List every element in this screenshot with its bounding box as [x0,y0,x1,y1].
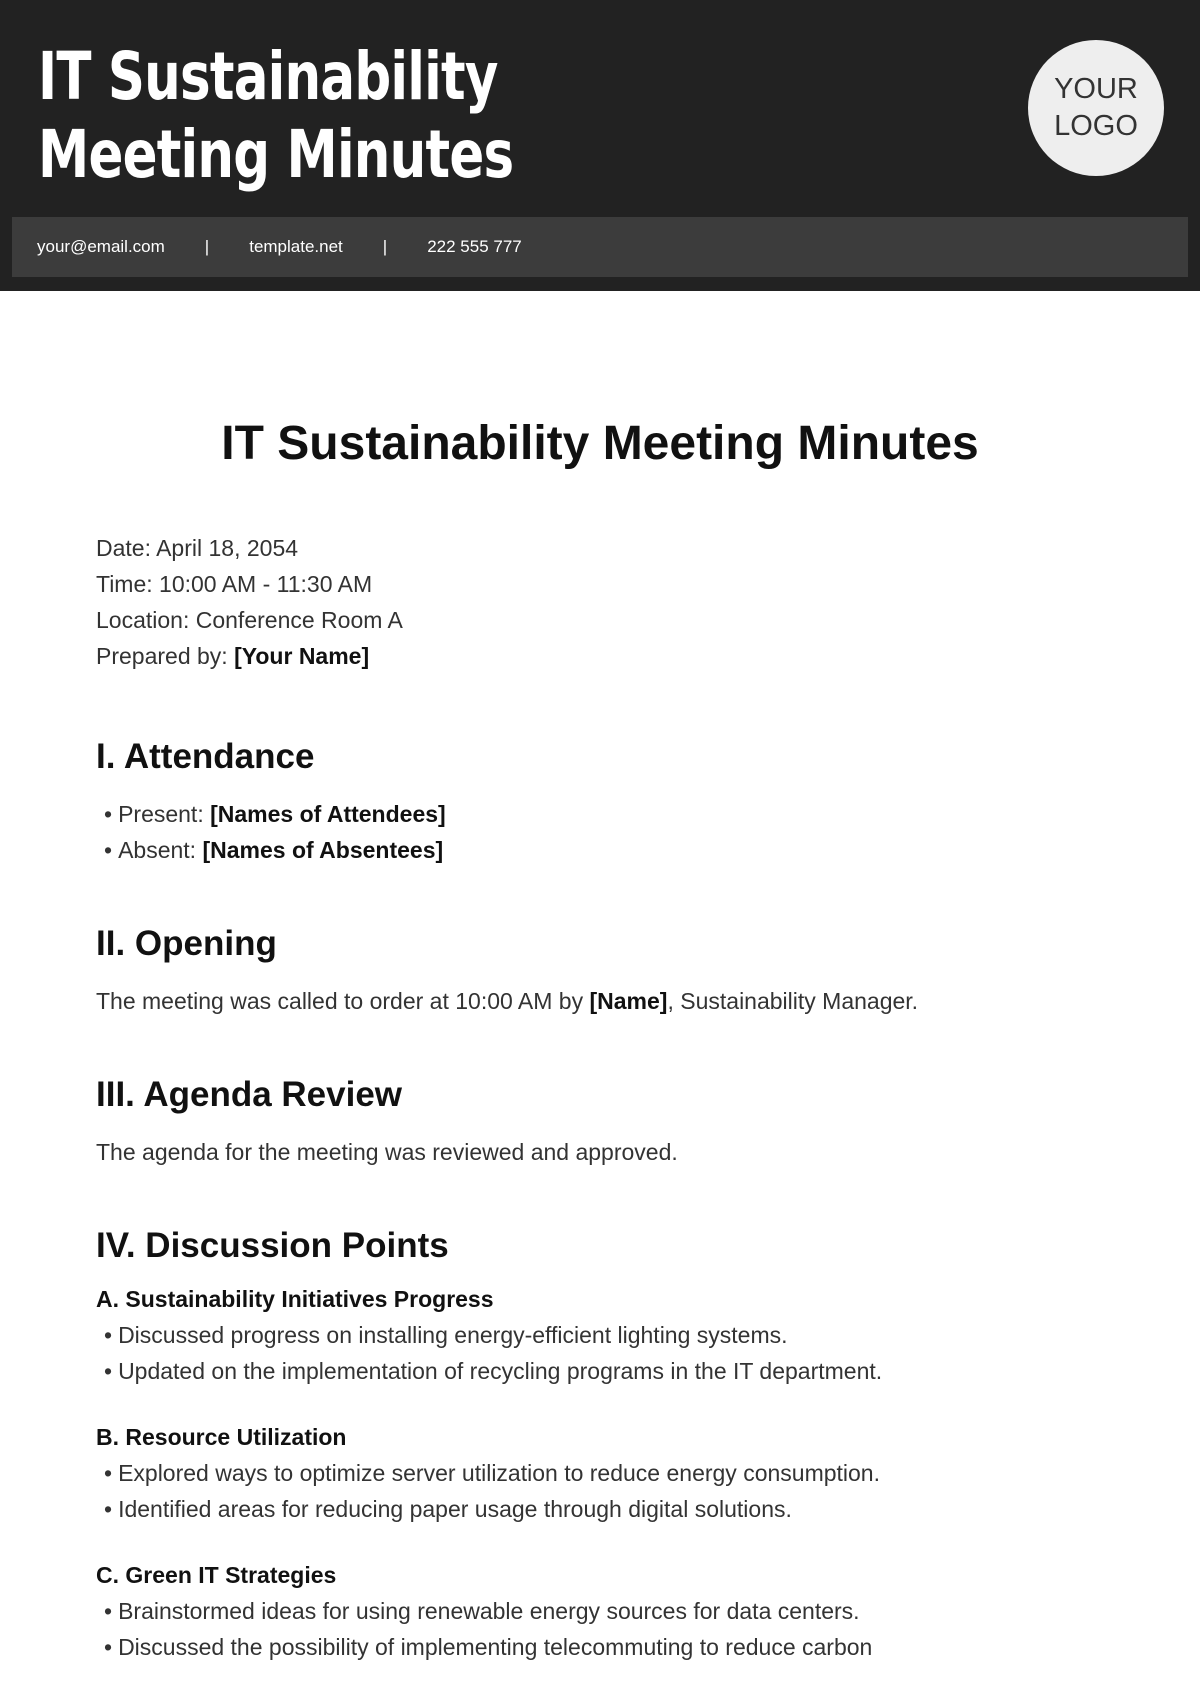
section-heading-opening: II. Opening [96,924,277,963]
header-title-line-2: Meeting Minutes [38,116,514,193]
opening-text [96,983,1136,1019]
absent-value: [Names of Absentees] [202,837,444,863]
prepared-by-value: [Your Name] [234,643,370,669]
logo-line-2: LOGO [1054,110,1138,142]
list-item: • Updated on the implementation of recycling programs in the IT department. [96,1353,1136,1389]
logo [1028,40,1164,176]
list-item: • Identified areas for reducing paper usage through digital solutions. [96,1491,1136,1527]
opening-text-after: , Sustainability Manager. [667,988,919,1014]
section-heading-agenda: III. Agenda Review [96,1075,403,1114]
list-item: • Discussed progress on installing energy-efficient lighting systems. [96,1317,1136,1353]
agenda-text: The agenda for the meeting was reviewed and approved. [96,1139,678,1165]
list-item: • Brainstormed ideas for using renewable energy sources for data centers. [96,1593,1136,1629]
meta-time: Time: 10:00 AM - 11:30 AM [96,571,373,597]
contact-phone: 222 555 777 [427,237,522,256]
document-title: IT Sustainability Meeting Minutes [221,417,979,470]
document-body [96,530,1136,1665]
section-heading-attendance: I. Attendance [96,737,315,776]
contact-website[interactable]: template.net [249,237,343,256]
attendance-absent [96,832,1136,868]
discussion-subheading: B. Resource Utilization [96,1424,347,1450]
contact-separator: | [382,237,388,256]
contact-email[interactable]: your@email.com [37,237,165,256]
meta-block [96,530,1136,674]
meta-date: Date: April 18, 2054 [96,535,299,561]
header-title-line-1: IT Sustainability [38,38,498,115]
section-heading-discussion: IV. Discussion Points [96,1226,449,1265]
header-banner [0,0,1200,291]
attendance-present [96,796,1136,832]
header-title [38,38,513,194]
discussion-subheading: A. Sustainability Initiatives Progress [96,1286,494,1312]
present-label: Present: [118,801,211,827]
opening-text-before: The meeting was called to order at 10:00 AM by [96,988,590,1014]
list-item: • Explored ways to optimize server utilization to reduce energy consumption. [96,1455,1136,1491]
opening-name: [Name] [589,988,668,1014]
logo-line-1: YOUR [1054,73,1138,105]
discussion-subheading: C. Green IT Strategies [96,1562,337,1588]
meta-prepared-by [96,638,1136,674]
meta-location: Location: Conference Room A [96,607,403,633]
contact-separator: | [204,237,210,256]
absent-label: Absent: [118,837,203,863]
contact-bar [12,217,1188,277]
list-item: • Discussed the possibility of implementing telecommuting to reduce carbon [96,1629,1136,1665]
prepared-by-label: Prepared by: [96,643,235,669]
present-value: [Names of Attendees] [210,801,446,827]
